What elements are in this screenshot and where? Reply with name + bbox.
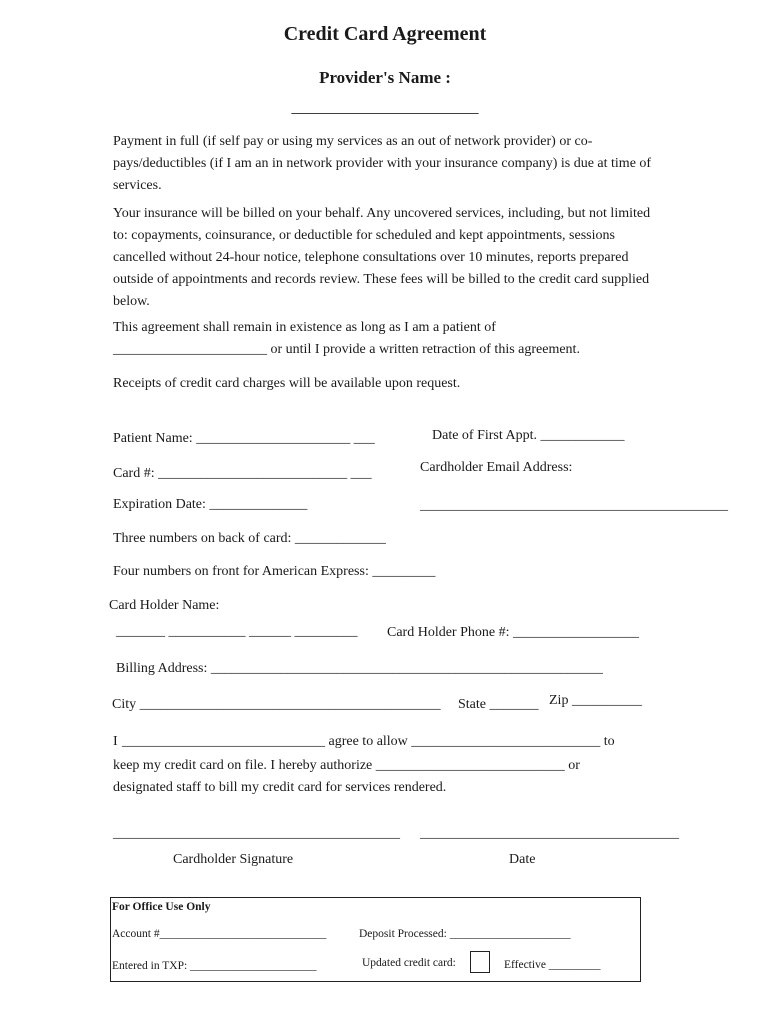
office-use-heading: For Office Use Only: [112, 901, 211, 913]
authorization-i: I: [113, 734, 118, 749]
date-line[interactable]: _____________________________________: [420, 826, 679, 841]
payment-paragraph: Payment in full (if self pay or using my services as an out of network provider) or co-pays/deductibles (if I am an in network provider with your insurance company) is due at time of services.: [113, 134, 652, 193]
agreement-duration-line-1: This agreement shall remain in existence as long as I am a patient of: [113, 320, 496, 335]
authorization-line-1[interactable]: _____________________________ agree to allow ___________________________ to: [122, 734, 615, 749]
zip-field[interactable]: Zip __________: [549, 693, 642, 708]
authorization-line-2[interactable]: keep my credit card on file. I hereby authorize ___________________________ or: [113, 758, 580, 773]
provider-name-line[interactable]: ______________________: [291, 97, 479, 116]
office-use-box: [110, 897, 641, 982]
deposit-processed-field[interactable]: Deposit Processed: _____________________: [359, 928, 571, 940]
expiration-date-field[interactable]: Expiration Date: ______________: [113, 497, 308, 512]
provider-name-label: Provider's Name :: [319, 68, 451, 87]
agreement-duration-line-2: ______________________ or until I provide a written retraction of this agreement.: [113, 342, 580, 357]
cardholder-email-label: Cardholder Email Address:: [420, 460, 573, 475]
date-label: Date: [509, 852, 536, 867]
card-number-field[interactable]: Card #: ___________________________ ___: [113, 466, 372, 481]
effective-date-field[interactable]: Effective _________: [504, 959, 601, 971]
city-field[interactable]: City ___________________________________________: [112, 697, 441, 712]
signature-label: Cardholder Signature: [173, 852, 294, 867]
back-security-code-field[interactable]: Three numbers on back of card: _____________: [113, 531, 386, 546]
card-holder-name-line[interactable]: _______ ___________ ______ _________: [116, 624, 358, 639]
signature-line[interactable]: _________________________________________: [113, 826, 400, 841]
insurance-paragraph: Your insurance will be billed on your behalf. Any uncovered services, including, but not limited to: copayments, coinsurance, or deductible for scheduled and kept appointments, sessions cancelled without 24-hour notice, telephone consultations over 10 minutes, reports prepared outside of appointments and records review. These fees will be billed to the credit card supplied below.: [113, 206, 651, 309]
amex-front-code-field[interactable]: Four numbers on front for American Express: _________: [113, 564, 436, 579]
cardholder-email-line[interactable]: ____________________________________________: [420, 498, 728, 513]
entered-in-txp-field[interactable]: Entered in TXP: ______________________: [112, 960, 317, 972]
card-holder-name-label: Card Holder Name:: [109, 598, 220, 613]
receipts-paragraph: Receipts of credit card charges will be available upon request.: [113, 376, 461, 391]
patient-name-field[interactable]: Patient Name: ______________________ ___: [113, 431, 375, 446]
billing-address-field[interactable]: Billing Address: ________________________________________________________: [116, 661, 603, 676]
updated-credit-card-label: Updated credit card:: [362, 957, 456, 969]
account-number-field[interactable]: Account #_____________________________: [112, 928, 327, 940]
state-field[interactable]: State _______: [458, 697, 539, 712]
updated-credit-card-checkbox[interactable]: [470, 951, 490, 973]
card-holder-phone-field[interactable]: Card Holder Phone #: __________________: [387, 625, 639, 640]
document-title: Credit Card Agreement: [283, 23, 487, 45]
date-first-appt-field[interactable]: Date of First Appt. ____________: [432, 428, 625, 443]
authorization-line-3: designated staff to bill my credit card for services rendered.: [113, 780, 447, 795]
